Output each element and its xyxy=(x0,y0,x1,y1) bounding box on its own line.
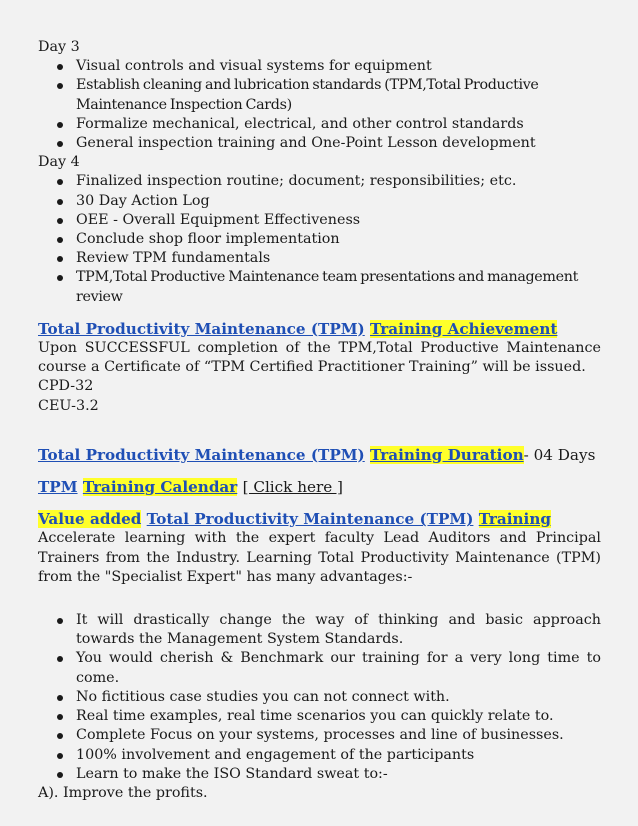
list-item: Visual controls and visual systems for equipment xyxy=(76,57,601,76)
list-item: Establish cleaning and lubrication standards (TPM,Total Productive Maintenance Inspection Cards) xyxy=(76,76,601,114)
value-added-highlight: Value added xyxy=(38,510,142,529)
bullet-icon xyxy=(57,618,63,624)
bullet-icon xyxy=(57,733,63,739)
tpm-link[interactable]: Total Productivity Maintenance (TPM) xyxy=(146,510,474,529)
bullet-icon xyxy=(57,256,63,262)
tpm-link[interactable]: Total Productivity Maintenance (TPM) xyxy=(38,319,365,338)
bullet-icon xyxy=(57,141,63,147)
tpm-link[interactable]: Total Productivity Maintenance (TPM) xyxy=(38,445,365,464)
day-4-label: Day 4 xyxy=(38,154,80,171)
point-a: A). Improve the profits. xyxy=(38,784,208,801)
bullet-icon xyxy=(57,179,63,185)
bullet-icon xyxy=(57,199,63,205)
day-3-list xyxy=(38,57,601,153)
list-item: 100% involvement and engagement of the participants xyxy=(76,746,601,765)
achievement-heading xyxy=(38,320,601,339)
list-item: Formalize mechanical, electrical, and other control standards xyxy=(76,115,601,134)
list-item: Complete Focus on your systems, processes and line of businesses. xyxy=(76,726,601,745)
achievement-body: Upon SUCCESSFUL completion of the TPM,Total Productive Maintenance course a Certificate of “TPM Certified Practitioner Training” will be issued. xyxy=(38,340,601,376)
bullet-icon xyxy=(57,64,63,70)
list-item: TPM,Total Productive Maintenance team presentations and management review xyxy=(76,268,601,306)
list-item: Real time examples, real time scenarios you can quickly relate to. xyxy=(76,707,601,726)
day-3-label: Day 3 xyxy=(38,39,80,55)
training-duration-highlight[interactable]: Training Duration xyxy=(370,445,524,464)
training-achievement-highlight[interactable]: Training Achievement xyxy=(370,319,558,338)
list-item: Learn to make the ISO Standard sweat to:- xyxy=(76,765,601,784)
list-item: Review TPM fundamentals xyxy=(76,249,601,268)
bullet-icon xyxy=(57,83,63,89)
list-item: Finalized inspection routine; document; responsibilities; etc. xyxy=(76,172,601,191)
list-item: It will drastically change the way of thinking and basic approach towards the Management System Standards. xyxy=(76,611,601,649)
duration-heading xyxy=(38,446,601,465)
list-item: 30 Day Action Log xyxy=(76,192,601,211)
bullet-icon xyxy=(57,753,63,759)
list-item: No fictitious case studies you can not connect with. xyxy=(76,688,601,707)
bullet-icon xyxy=(57,656,63,662)
value-added-heading xyxy=(38,510,601,529)
bullet-icon xyxy=(57,714,63,720)
advantages-list xyxy=(38,611,601,784)
tpm-link[interactable]: TPM xyxy=(38,478,78,497)
bullet-icon xyxy=(57,695,63,701)
list-item: You would cherish & Benchmark our training for a very long time to come. xyxy=(76,649,601,687)
bullet-icon xyxy=(57,275,63,281)
ceu-value: CEU-3.2 xyxy=(38,397,99,414)
bullet-icon xyxy=(57,237,63,243)
cpd-value: CPD-32 xyxy=(38,378,94,395)
list-item: General inspection training and One-Point Lesson development xyxy=(76,134,601,153)
list-item: Conclude shop floor implementation xyxy=(76,230,601,249)
list-item: OEE - Overall Equipment Effectiveness xyxy=(76,211,601,230)
training-highlight[interactable]: Training xyxy=(478,510,551,529)
bullet-icon xyxy=(57,122,63,128)
day-4-list xyxy=(38,172,601,306)
click-here-link[interactable]: [ Click here ] xyxy=(242,478,343,497)
calendar-heading xyxy=(38,478,601,497)
value-added-intro: Accelerate learning with the expert faculty Lead Auditors and Principal Trainers from the Industry. Learning Total Productivity Maintenance (TPM) from the "Specialist Expert" has many advantages:- xyxy=(38,530,601,585)
training-calendar-highlight[interactable]: Training Calendar xyxy=(82,478,238,497)
bullet-icon xyxy=(57,772,63,778)
duration-value: - 04 Days xyxy=(523,445,596,464)
bullet-icon xyxy=(57,218,63,224)
